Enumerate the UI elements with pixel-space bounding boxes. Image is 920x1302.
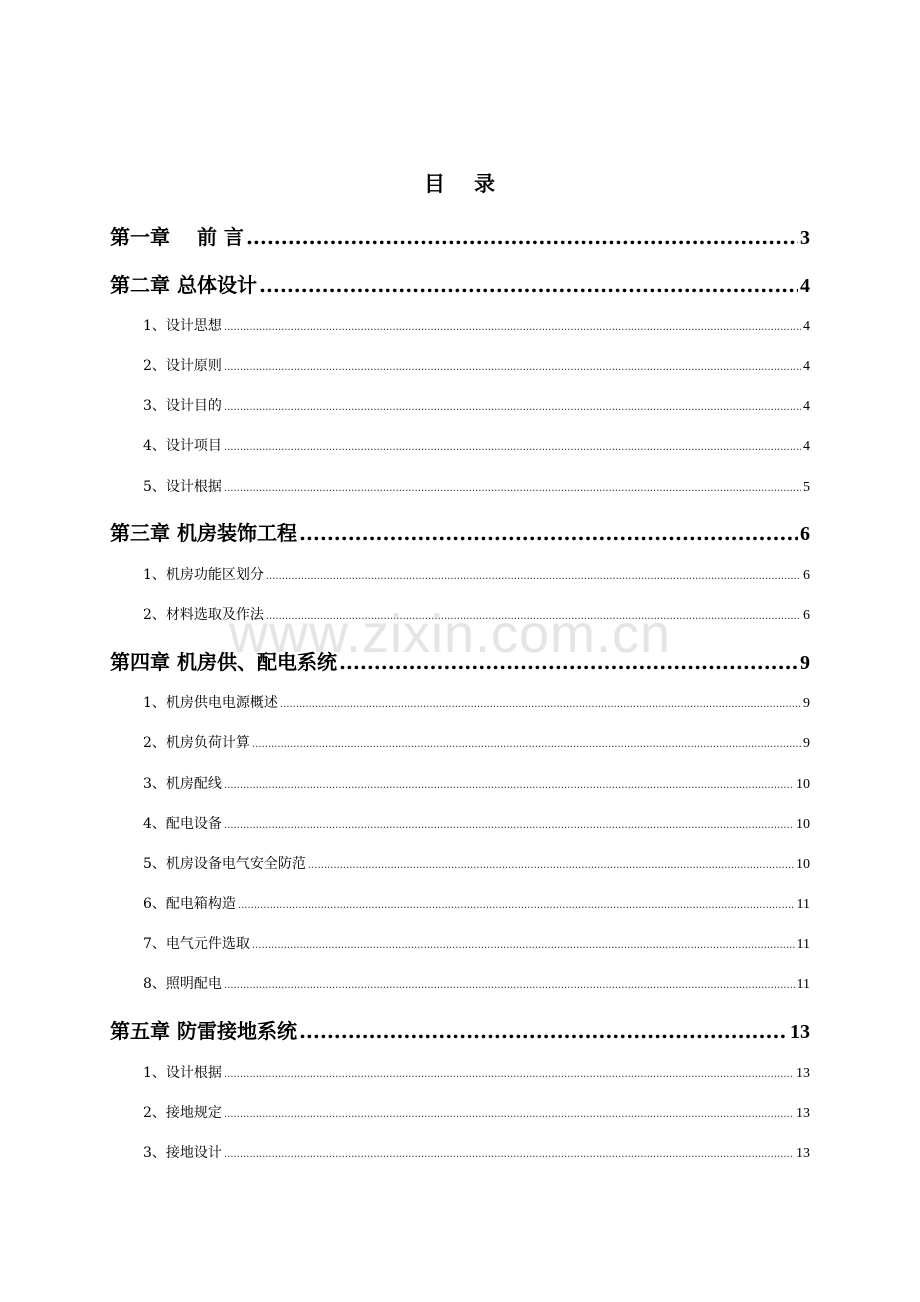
toc-page-number: 10 — [796, 777, 810, 792]
toc-page-number: 10 — [796, 817, 810, 832]
toc-section-entry[interactable] — [110, 564, 810, 584]
toc-entry-label: 4、配电设备 — [143, 816, 222, 832]
toc-section-entry[interactable] — [110, 1062, 810, 1082]
toc-leader-dots — [224, 980, 795, 991]
toc-page-number: 11 — [796, 937, 810, 952]
toc-leader-dots — [299, 1019, 788, 1043]
toc-section-entry[interactable] — [110, 355, 810, 375]
toc-page-number: 5 — [803, 480, 810, 495]
toc-leader-dots — [339, 650, 798, 674]
toc-entry-label: 2、接地规定 — [143, 1105, 222, 1121]
toc-chapter-entry[interactable] — [110, 221, 810, 250]
toc-leader-dots — [224, 362, 801, 373]
toc-section-entry[interactable] — [110, 604, 810, 624]
toc-section-entry[interactable] — [110, 1102, 810, 1122]
toc-entry-label: 3、接地设计 — [143, 1145, 222, 1161]
toc-chapter-entry[interactable] — [110, 646, 810, 675]
toc-entry-label: 1、机房供电电源概述 — [143, 695, 278, 711]
toc-leader-dots — [308, 860, 794, 871]
toc-leader-dots — [252, 940, 795, 951]
toc-entry-label: 1、设计思想 — [143, 318, 222, 334]
toc-leader-dots — [224, 780, 794, 791]
toc-entry-label: 第三章 机房装饰工程 — [110, 521, 297, 545]
toc-entry-label: 第一章 前 言 — [110, 225, 244, 249]
toc-page-number: 13 — [796, 1106, 810, 1121]
toc-section-entry[interactable] — [110, 692, 810, 712]
toc-page-number: 9 — [803, 696, 810, 711]
toc-page-number: 11 — [796, 897, 810, 912]
toc-title-left: 目 — [424, 171, 446, 196]
toc-section-entry[interactable] — [110, 973, 810, 993]
toc-leader-dots — [252, 739, 801, 750]
toc-page-number: 13 — [796, 1146, 810, 1161]
watermark: www.zixin.com.cn — [228, 604, 672, 664]
toc-page-number: 6 — [800, 523, 810, 545]
toc-entry-label: 5、机房设备电气安全防范 — [143, 856, 306, 872]
toc-leader-dots — [224, 402, 801, 413]
toc-page-number: 13 — [796, 1066, 810, 1081]
toc-page-number: 4 — [803, 439, 810, 454]
toc-entry-label: 7、电气元件选取 — [143, 936, 250, 952]
toc-title — [0, 168, 920, 198]
toc-section-entry[interactable] — [110, 476, 810, 496]
toc-page-number: 4 — [800, 275, 810, 297]
toc-entry-label: 5、设计根据 — [143, 479, 222, 495]
toc-leader-dots — [224, 322, 801, 333]
toc-entry-label: 2、材料选取及作法 — [143, 607, 264, 623]
toc-entry-label: 1、设计根据 — [143, 1065, 222, 1081]
toc-section-entry[interactable] — [110, 732, 810, 752]
toc-leader-dots — [224, 1069, 794, 1080]
toc-leader-dots — [224, 1109, 794, 1120]
toc-leader-dots — [224, 820, 794, 831]
toc-chapter-entry[interactable] — [110, 269, 810, 298]
toc-leader-dots — [246, 225, 798, 249]
toc-page-number: 4 — [803, 359, 810, 374]
toc-leader-dots — [224, 483, 801, 494]
toc-entry-label: 3、设计目的 — [143, 398, 222, 414]
toc-page-number: 4 — [803, 319, 810, 334]
toc-leader-dots — [299, 521, 798, 545]
toc-section-entry[interactable] — [110, 853, 810, 873]
toc-entry-label: 2、机房负荷计算 — [143, 735, 250, 751]
toc-leader-dots — [259, 273, 798, 297]
toc-page-number: 6 — [803, 568, 810, 583]
toc-entry-label: 2、设计原则 — [143, 358, 222, 374]
toc-leader-dots — [280, 699, 801, 710]
toc-page-number: 9 — [803, 736, 810, 751]
toc-section-entry[interactable] — [110, 395, 810, 415]
toc-page-number: 9 — [800, 652, 810, 674]
toc-section-entry[interactable] — [110, 933, 810, 953]
toc-entry-label: 第二章 总体设计 — [110, 273, 257, 297]
toc-entry-label: 第五章 防雷接地系统 — [110, 1019, 297, 1043]
toc-page-number: 10 — [796, 857, 810, 872]
toc-section-entry[interactable] — [110, 893, 810, 913]
toc-chapter-entry[interactable] — [110, 1015, 810, 1044]
toc-title-right: 录 — [474, 171, 496, 196]
toc-leader-dots — [224, 442, 801, 453]
toc-section-entry[interactable] — [110, 773, 810, 793]
toc-leader-dots — [238, 900, 795, 911]
toc-entry-label: 3、机房配线 — [143, 776, 222, 792]
toc-entry-label: 8、照明配电 — [143, 976, 222, 992]
toc-leader-dots — [266, 611, 801, 622]
toc-section-entry[interactable] — [110, 813, 810, 833]
toc-page-number: 6 — [803, 608, 810, 623]
toc-leader-dots — [266, 571, 801, 582]
toc-page-number: 13 — [790, 1021, 810, 1043]
toc-section-entry[interactable] — [110, 435, 810, 455]
toc-page-number: 4 — [803, 399, 810, 414]
toc-section-entry[interactable] — [110, 315, 810, 335]
toc-entry-label: 4、设计项目 — [143, 438, 222, 454]
toc-page-number: 11 — [796, 977, 810, 992]
toc-entry-label: 第四章 机房供、配电系统 — [110, 650, 337, 674]
toc-section-entry[interactable] — [110, 1142, 810, 1162]
toc-entry-label: 6、配电箱构造 — [143, 896, 236, 912]
toc-leader-dots — [224, 1149, 794, 1160]
toc-entry-label: 1、机房功能区划分 — [143, 567, 264, 583]
toc-chapter-entry[interactable] — [110, 517, 810, 546]
toc-page-number: 3 — [800, 227, 810, 249]
